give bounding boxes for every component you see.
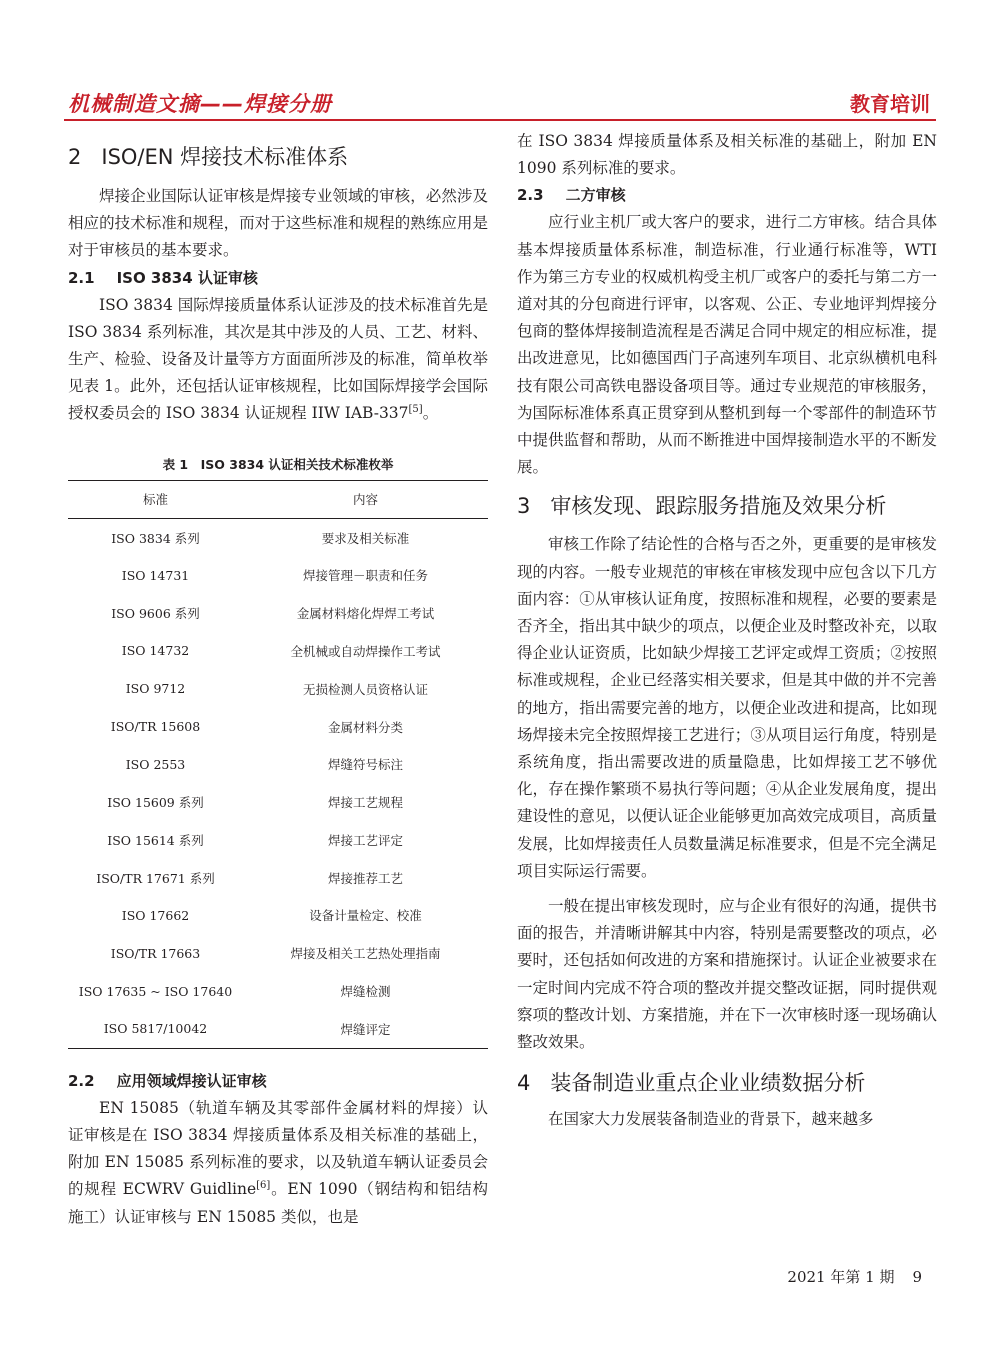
table-row: [68, 821, 488, 859]
standard-cell: ISO 14731: [121, 567, 190, 583]
content-cell: 焊接管理－职责和任务: [302, 568, 428, 584]
column-header: 标准: [142, 492, 168, 508]
subsection-title: ISO 3834 认证审核: [116, 268, 258, 287]
section-3-paragraph-2: 一般在提出审核发现时，应与企业有很好的沟通，提供书面的报告，并清晰讲解其中内容，特别是需要整改的项点，必要时，还包括如何改进的方案和措施探讨。认证企业被要求在一定时间内完成不符合项的整改并提交整改证据，同时提供观察项的整改计划、方案措施，并在下一次审核时逐一现场确认整改效果。: [517, 897, 937, 1052]
section-number: 4: [517, 1071, 531, 1096]
page-footer: [787, 1266, 922, 1287]
standard-cell: ISO 5817/10042: [103, 1021, 208, 1037]
standard-cell: ISO 14732: [121, 643, 190, 659]
paragraph-text: ISO 3834 国际焊接质量体系认证涉及的技术标准首先是 ISO 3834 系列标准，其次是其中涉及的人员、工艺、材料、生产、检验、设备及计量等方方面面所涉及的标准，简单枚举见表 1。此外，还包括认证审核规程，比如国际焊接学会国际授权委员会的 ISO 3834 认证规程 IIW IAB-337: [68, 295, 488, 423]
table-body: [68, 518, 488, 1048]
subsection-number: 2.2: [68, 1071, 95, 1090]
table-caption: 表 1 ISO 3834 认证相关技术标准枚举: [162, 456, 394, 472]
content-cell: 无损检测人员资格认证: [302, 681, 428, 697]
standard-cell: ISO 17662: [121, 907, 190, 923]
header-divider: [64, 119, 936, 121]
content-cell: 焊缝评定: [340, 1021, 391, 1037]
section-title: 装备制造业重点企业业绩数据分析: [550, 1071, 866, 1096]
table-row: [68, 708, 488, 746]
section-title: 审核发现、跟踪服务措施及效果分析: [550, 494, 887, 519]
table-row: [68, 556, 488, 594]
table-row: [68, 972, 488, 1010]
section-title: ISO/EN 焊接技术标准体系: [101, 145, 349, 169]
citation-ref: [5]: [408, 404, 423, 416]
content-cell: 焊缝检测: [340, 984, 391, 1000]
section-label: 教育培训: [850, 92, 930, 116]
content-cell: 焊接及相关工艺热处理指南: [290, 946, 441, 962]
subsection-number: 2.3: [517, 186, 544, 205]
standards-table: [68, 480, 488, 1049]
left-column: [68, 128, 488, 1231]
subsection-2-1-text: [68, 292, 488, 428]
section-2-intro: 焊接企业国际认证审核是焊接专业领域的审核，必然涉及相应的技术标准和规程，而对于这些标准和规程的熟练应用是对于审核员的基本要求。: [68, 187, 488, 260]
paragraph-text: 。EN 1090（钢结构和铝结构施工）认证审核与 EN 15085 类似，也是: [68, 1180, 488, 1226]
table-row: [68, 1010, 488, 1048]
section-2-heading: [68, 142, 488, 172]
standard-cell: ISO 3834 系列: [111, 530, 200, 546]
section-4-paragraph-1: 在国家大力发展装备制造业的背景下，越来越多: [548, 1110, 874, 1129]
subsection-title: 应用领域焊接认证审核: [116, 1071, 267, 1090]
table-header-row: [68, 480, 488, 518]
right-column: [517, 128, 937, 1134]
standard-cell: ISO 9606 系列: [111, 606, 200, 622]
column-header: 内容: [352, 492, 378, 508]
table-row: [68, 632, 488, 670]
subsection-title: 二方审核: [565, 186, 626, 205]
content-cell: 焊缝符号标注: [327, 757, 403, 773]
table-row: [68, 859, 488, 897]
content-cell: 焊接推荐工艺: [327, 870, 403, 886]
section-number: 3: [517, 494, 531, 519]
content-cell: 金属材料分类: [327, 719, 403, 735]
content-cell: 全机械或自动焊操作工考试: [290, 643, 441, 659]
page-number: 9: [912, 1268, 922, 1286]
standard-cell: ISO/TR 17663: [110, 945, 201, 961]
table-row: [68, 897, 488, 935]
subsection-number: 2.1: [68, 268, 95, 287]
table-row: [68, 670, 488, 708]
standard-cell: ISO 17635 ~ ISO 17640: [78, 983, 233, 999]
content-cell: 金属材料熔化焊焊工考试: [296, 606, 435, 622]
table-row: [68, 745, 488, 783]
subsection-2-2-continued: 在 ISO 3834 焊接质量体系及相关标准的基础上，附加 EN 1090 系列标准的要求。: [517, 132, 937, 178]
subsection-2-2-text: [68, 1095, 488, 1231]
content-cell: 要求及相关标准: [321, 530, 410, 546]
citation-ref: [6]: [256, 1180, 271, 1192]
standard-cell: ISO 2553: [125, 756, 186, 772]
standard-cell: ISO/TR 15608: [110, 719, 201, 734]
standard-cell: ISO/TR 17671 系列: [96, 870, 215, 886]
content-cell: 设备计量检定、校准: [309, 908, 422, 924]
section-3-paragraph-1: 审核工作除了结论性的合格与否之外，更重要的是审核发现的内容。一般专业规范的审核在审核发现中应包含以下几方面内容：①从审核认证角度，按照标准和规程，必要的要素是否齐全，指出其中缺少的项点，以便企业及时整改补充，以取得企业认证资质，比如缺少焊接工艺评定或焊工资质；②按照标准或规程，企业已经落实相关要求，但是其中做的并不完善的地方，指出需要完善的地方，以便企业改进和提高，比如现场焊接未完全按照焊接工艺进行；③从项目运行角度，特别是系统角度，指出需要改进的质量隐患，比如焊接工艺不够优化，存在操作繁琐不易执行等问题；④从企业发展角度，提出建设性的意见，以便认证企业能够更加高效完成项目，高质量发展，比如焊接责任人员数量满足标准要求，但是不完全满足项目实际运行需要。: [517, 535, 937, 880]
section-4-heading: [517, 1068, 937, 1098]
table-row: [68, 594, 488, 632]
issue-label: 2021 年第 1 期: [787, 1268, 895, 1286]
paragraph-text: EN 15085（轨道车辆及其零部件金属材料的焊接）认证审核是在 ISO 3834 焊接质量体系及相关标准的基础上，附加 EN 15085 系列标准的要求，以及轨道车辆认证委员会的规程 ECWRV Guidline: [68, 1098, 488, 1199]
paragraph-end: 。: [422, 404, 439, 423]
section-number: 2: [68, 145, 82, 169]
content-cell: 焊接工艺规程: [327, 795, 403, 811]
standard-cell: ISO 15609 系列: [107, 795, 204, 811]
subsection-2-3-text: 应行业主机厂或大客户的要求，进行二方审核。结合具体基本焊接质量体系标准，制造标准，行业通行标准等，WTI 作为第三方专业的权威机构受主机厂或客户的委托与第二方一道对其的分包商进行评审，以客观、公正、专业地评判焊接分包商的整体焊接制造流程是否满足合同中规定的相应标准，提出改进意见，比如德国西门子高速列车项目、北京纵横机电科技有限公司高铁电器设备项目等。通过专业规范的审核服务，为国际标准体系真正贯穿到从整机到每一个零部件的制造环节中提供监督和帮助，从而不断推进中国焊接制造水平的不断发展。: [517, 213, 937, 477]
journal-title: 机械制造文摘——焊接分册: [68, 92, 332, 116]
subsection-2-1-heading: [68, 265, 488, 292]
table-row: [68, 934, 488, 972]
table-row: [68, 518, 488, 556]
section-3-heading: [517, 491, 937, 521]
table-row: [68, 783, 488, 821]
standard-cell: ISO 15614 系列: [107, 832, 204, 848]
subsection-2-3-heading: [517, 182, 937, 209]
subsection-2-2-heading: [68, 1068, 488, 1095]
content-cell: 焊接工艺评定: [327, 832, 403, 848]
standard-cell: ISO 9712: [125, 681, 186, 697]
